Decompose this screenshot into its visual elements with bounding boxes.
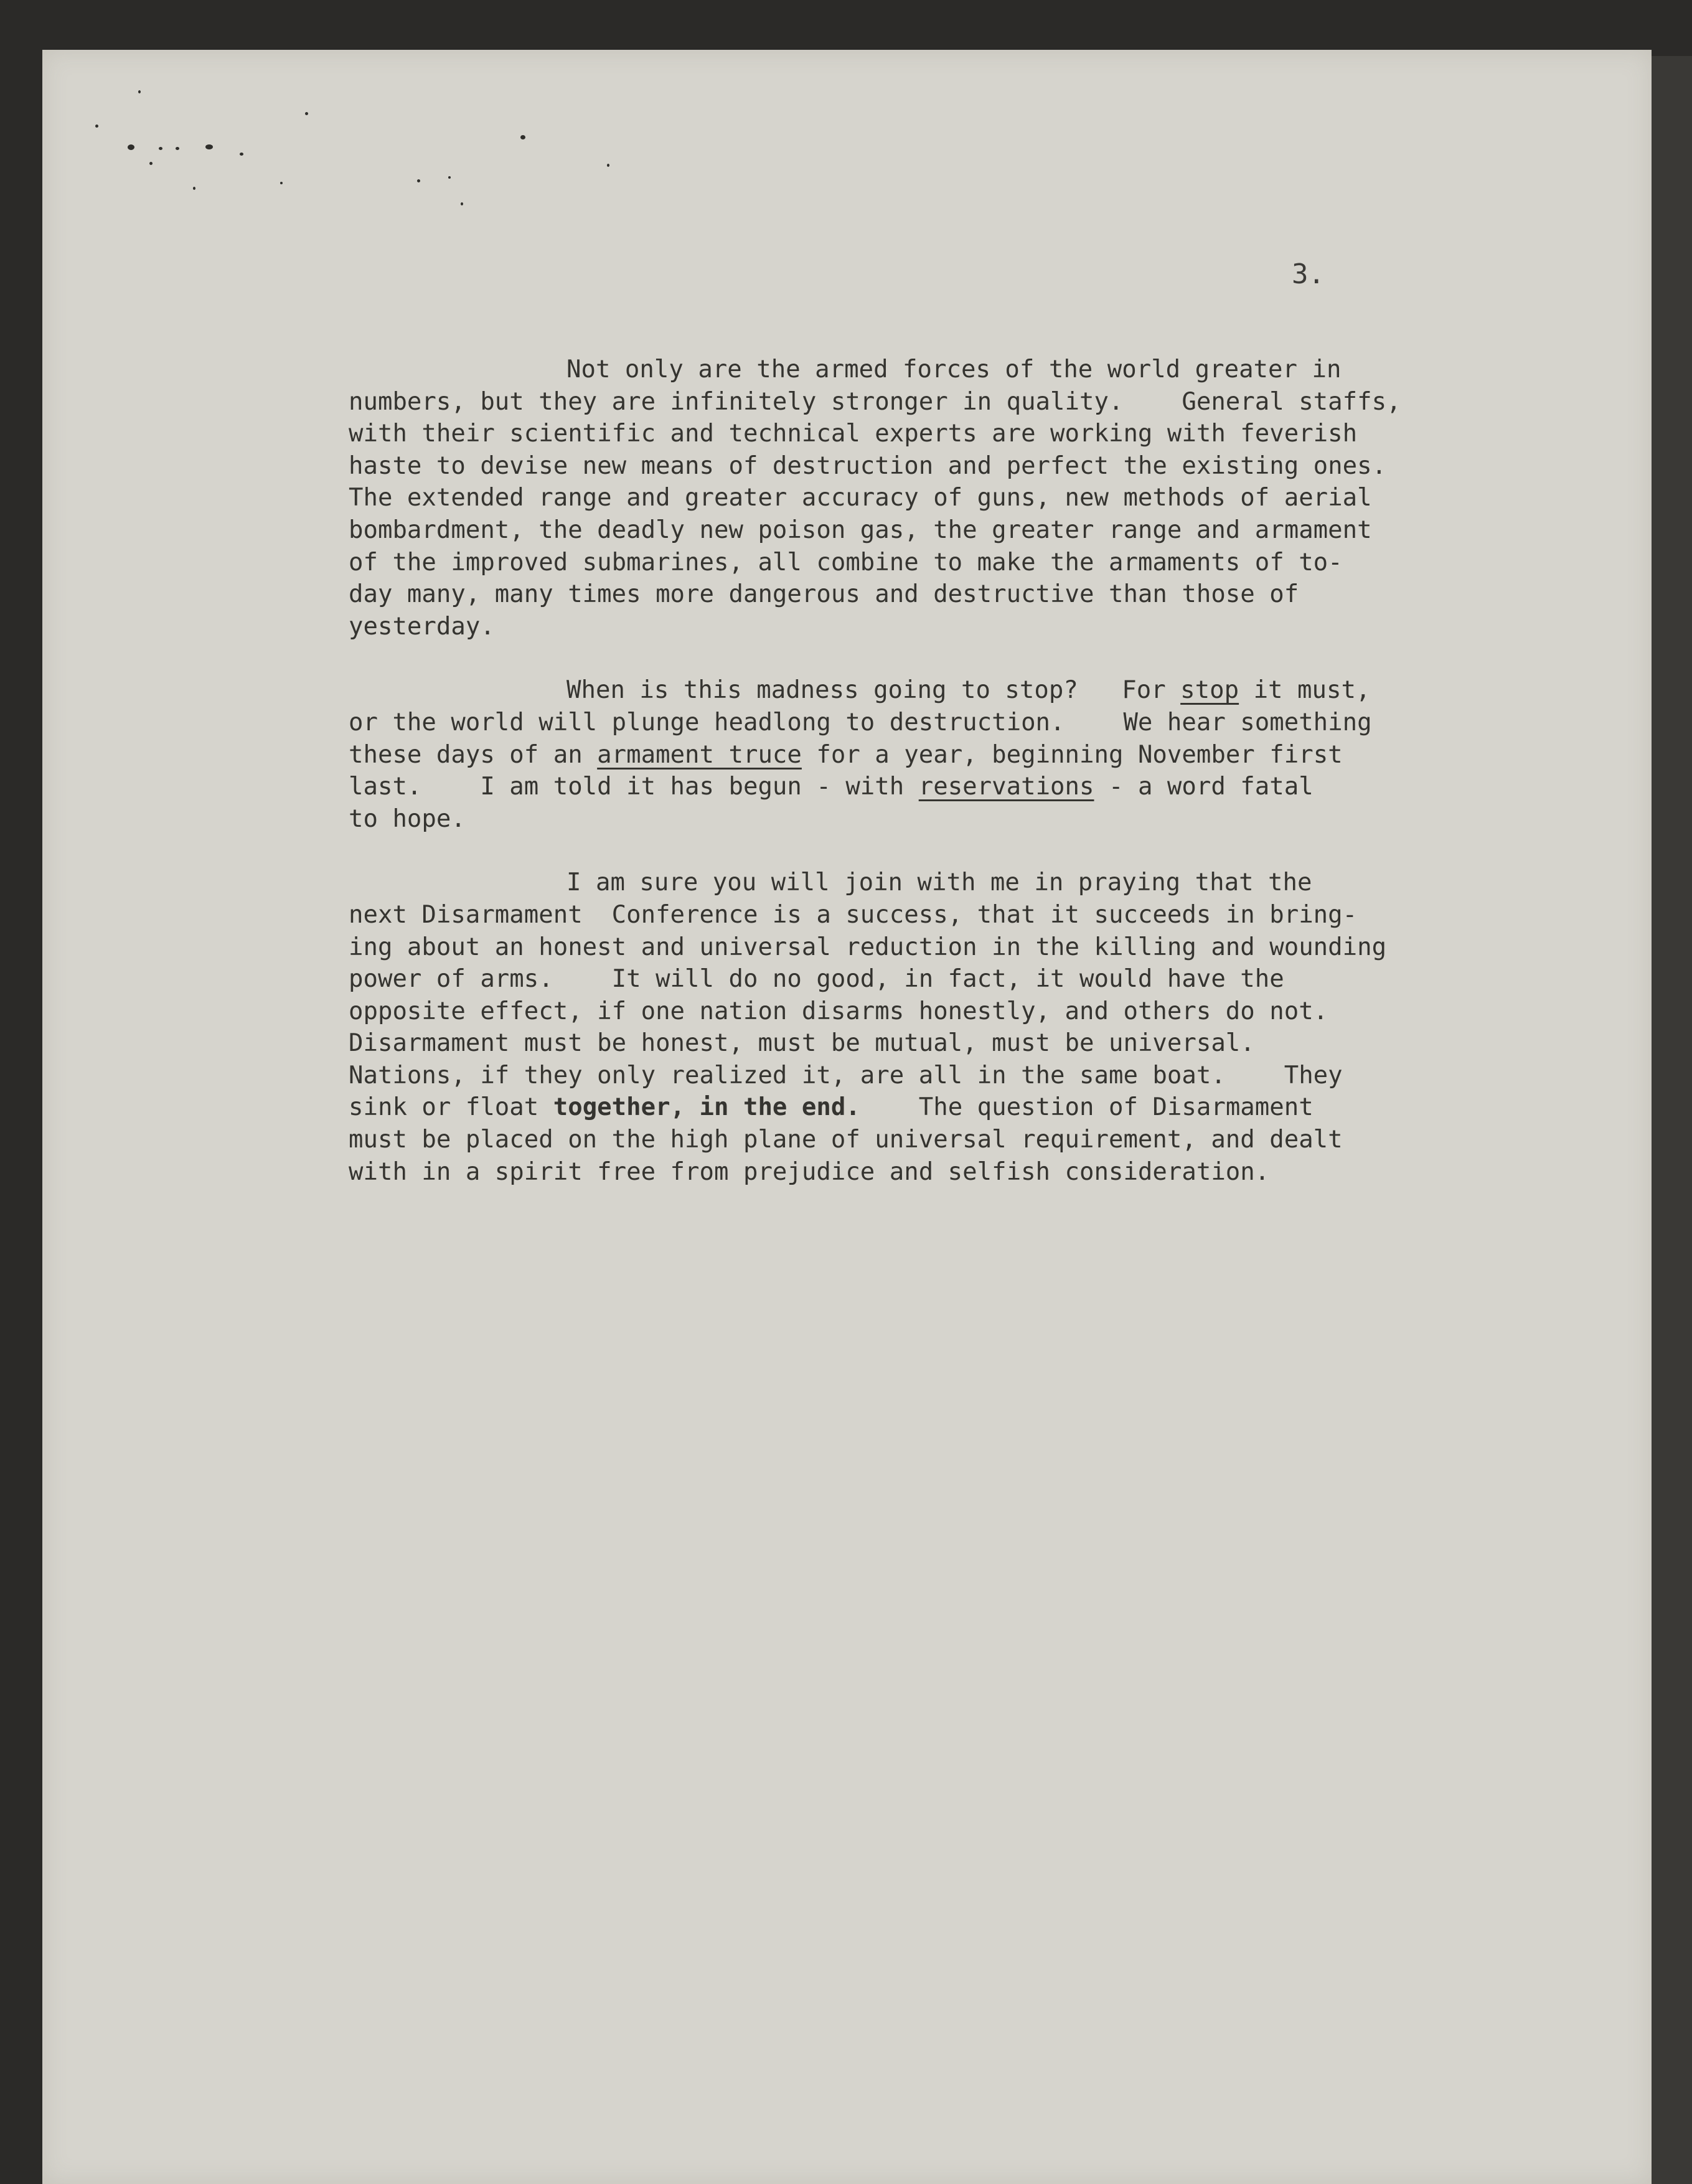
text-segment: sink or float [349,1093,553,1122]
text-line [349,771,1581,803]
text-line [349,482,1581,514]
text-segment: haste to devise new means of destruction and perfect the existing ones. [349,451,1387,480]
text-line [349,674,1581,707]
text-segment: day many, many times more dangerous and destructive than those of [349,580,1299,609]
text-segment: The extended range and greater accuracy of guns, new methods of aerial [349,484,1372,512]
text-line [349,386,1581,418]
text-segment: numbers, but they are infinitely stronger in quality. General staffs, [349,387,1401,416]
text-segment: bombardment, the deadly new poison gas, the greater range and armament [349,515,1372,544]
text-segment: last. I am told it has begun - with [349,773,919,801]
text-segment: with their scientific and technical experts are working with feverish [349,420,1358,448]
text-line [349,963,1581,996]
text-line [349,1060,1581,1092]
underlined-text: reservations [918,773,1094,801]
text-segment: it must, [1239,676,1371,705]
text-segment: must be placed on the high plane of universal requirement, and dealt [349,1126,1343,1154]
text-segment: opposite effect, if one nation disarms honestly, and others do not. [349,997,1328,1025]
page-number: 3. [1292,258,1325,290]
text-segment: to hope. [349,804,466,833]
emphasized-text: together, in the end. [553,1093,860,1122]
text-segment: Nations, if they only realized it, are all in the same boat. They [349,1061,1343,1090]
text-line [349,514,1581,547]
text-segment: The question of Disarmament [860,1093,1314,1122]
page-edge-shadow [1652,56,1692,2184]
text-segment: power of arms. It will do no good, in fact, it would have the [349,965,1284,994]
text-line [349,996,1581,1028]
text-segment: with in a spirit free from prejudice and selfish consideration. [349,1157,1270,1186]
text-line [349,867,1581,899]
paragraph-1 [349,354,1581,642]
text-segment: ing about an honest and universal reduction in the killing and wounding [349,933,1387,961]
underlined-text: armament truce [597,740,802,769]
text-segment: When is this madness going to stop? For [566,676,1181,705]
text-segment: next Disarmament Conference is a success, that it succeeds in bring- [349,900,1358,929]
text-line [349,578,1581,611]
text-line [349,1027,1581,1060]
text-line [349,1156,1581,1188]
text-line [349,547,1581,579]
text-segment: Disarmament must be honest, must be mutual, must be universal. [349,1029,1255,1058]
text-line [349,1091,1581,1124]
text-line [349,354,1581,386]
underlined-text: stop [1180,676,1239,705]
text-line [349,899,1581,931]
text-line [349,739,1581,771]
text-segment: of the improved submarines, all combine to make the armaments of to- [349,548,1343,577]
text-segment: yesterday. [349,612,495,641]
text-segment: I am sure you will join with me in praying that the [566,868,1312,897]
text-line [349,707,1581,739]
text-segment: or the world will plunge headlong to destruction. We hear something [349,708,1372,737]
text-line [349,418,1581,450]
text-line [349,803,1581,835]
text-line [349,931,1581,964]
text-line [349,1124,1581,1156]
text-segment: - a word fatal [1094,773,1314,801]
text-line [349,611,1581,643]
text-line [349,450,1581,482]
letter-body [349,354,1581,1220]
paragraph-3 [349,867,1581,1188]
text-segment: for a year, beginning November first [801,740,1343,769]
paragraph-2 [349,674,1581,835]
text-segment: these days of an [349,740,598,769]
text-segment: Not only are the armed forces of the world greater in [566,355,1342,384]
